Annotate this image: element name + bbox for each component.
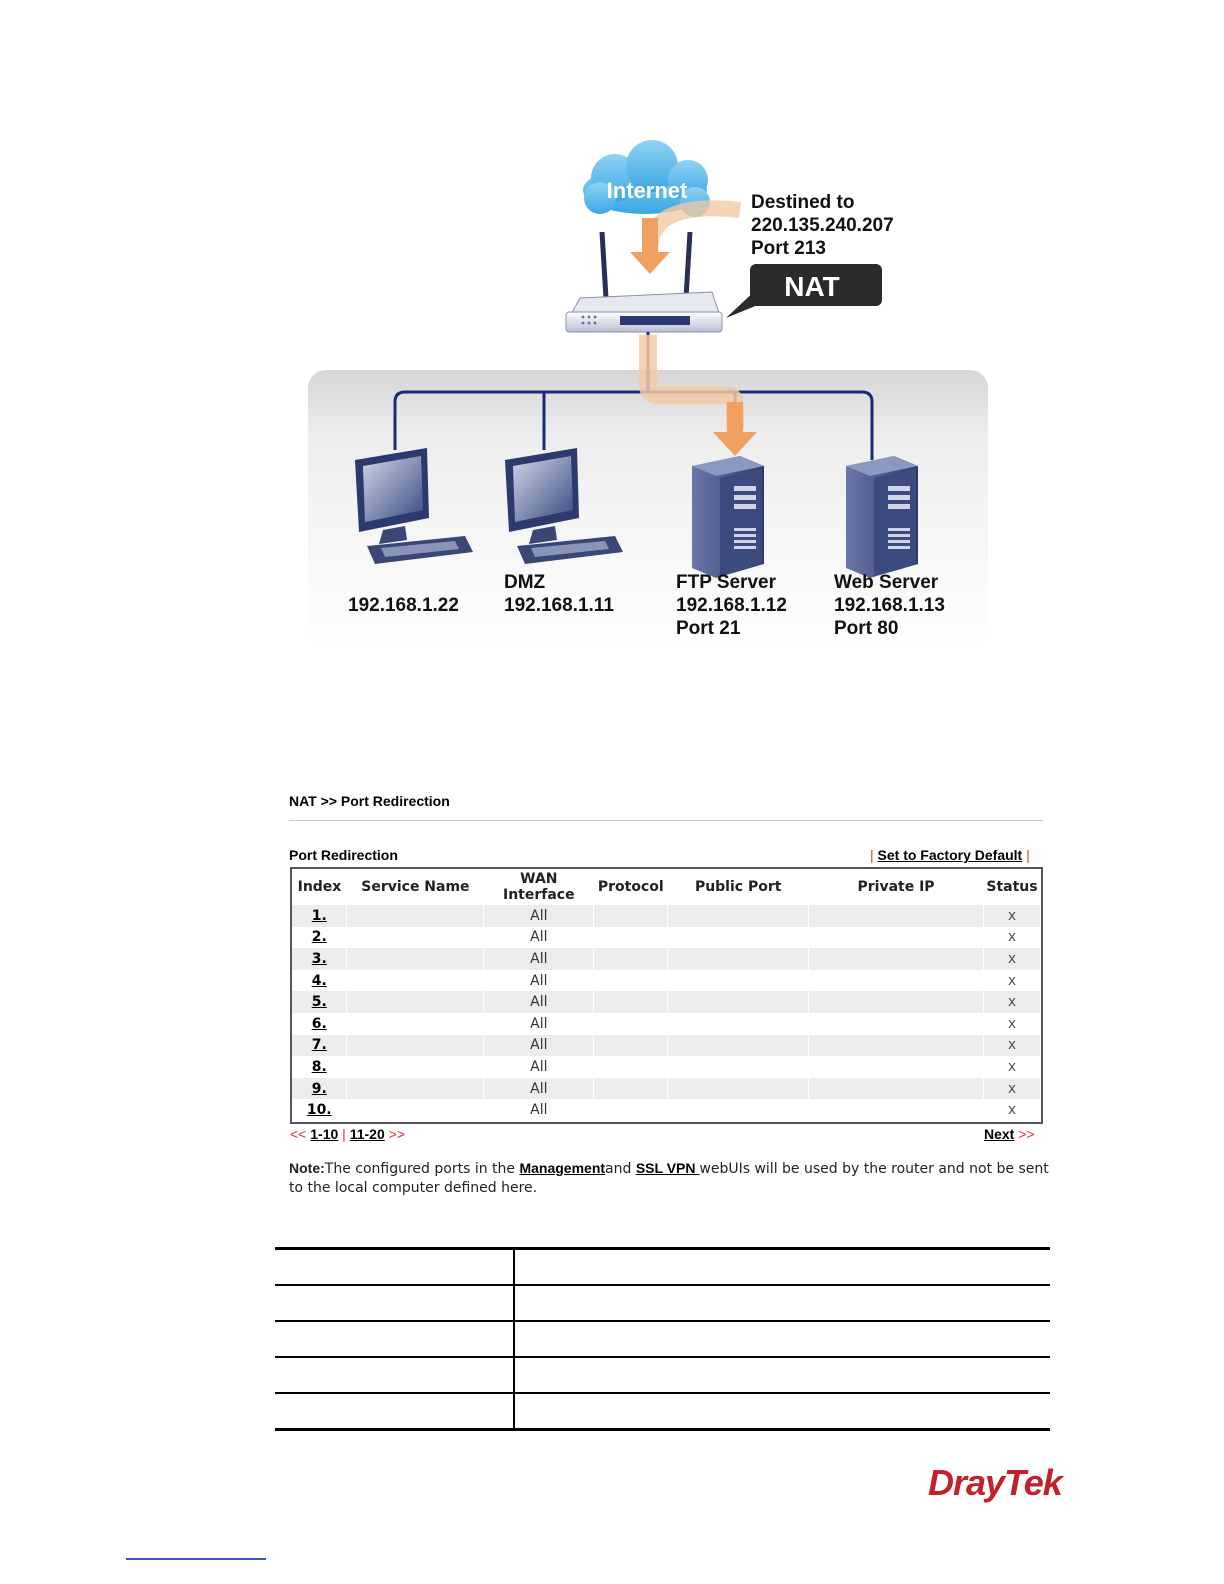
row-status: x bbox=[983, 948, 1040, 970]
header-index: Index bbox=[297, 879, 342, 895]
row-wan: All bbox=[484, 1013, 594, 1035]
table-row bbox=[292, 905, 1041, 927]
row-wan: All bbox=[484, 948, 594, 970]
callout-text: Destined to 220.135.240.207 Port 213 bbox=[751, 192, 894, 259]
breadcrumb-divider bbox=[289, 820, 1043, 821]
next-arrow-left: >> bbox=[388, 1126, 405, 1142]
row-wan: All bbox=[484, 1078, 594, 1100]
server-icon-1 bbox=[692, 456, 764, 578]
note-part: The configured ports in the bbox=[324, 1161, 520, 1177]
row-status: x bbox=[983, 1078, 1040, 1100]
ssl-vpn-link[interactable]: SSL VPN bbox=[635, 1160, 700, 1176]
table-row bbox=[292, 970, 1041, 992]
note-part: and bbox=[605, 1161, 636, 1177]
description-row bbox=[275, 1285, 1050, 1321]
row-index-link[interactable]: 10. bbox=[306, 1102, 332, 1119]
prev-arrow: << bbox=[290, 1126, 307, 1142]
header-status: Status bbox=[986, 879, 1038, 895]
server-icon-2 bbox=[846, 456, 918, 578]
panel-title: Port Redirection bbox=[289, 847, 398, 863]
internet-label: Internet bbox=[606, 178, 688, 203]
row-status: x bbox=[983, 1013, 1040, 1035]
table-header-row bbox=[292, 869, 1041, 905]
host-label-dmz: DMZ 192.168.1.11 bbox=[504, 572, 614, 616]
description-row bbox=[275, 1393, 1050, 1430]
row-wan: All bbox=[484, 970, 594, 992]
breadcrumb: NAT >> Port Redirection bbox=[289, 793, 450, 809]
host-label-pc: 192.168.1.22 bbox=[348, 595, 459, 616]
row-index-link[interactable]: 4. bbox=[311, 972, 327, 989]
table-row bbox=[292, 1099, 1041, 1121]
table-row bbox=[292, 1078, 1041, 1100]
page-separator: | bbox=[342, 1126, 346, 1142]
page-1-10-link[interactable]: 1-10 bbox=[310, 1126, 339, 1142]
row-status: x bbox=[983, 1056, 1040, 1078]
header-wan-interface: WAN Interface bbox=[503, 871, 575, 903]
row-wan: All bbox=[484, 1099, 594, 1121]
next-arrow-icon: >> bbox=[1018, 1126, 1035, 1142]
row-index-link[interactable]: 5. bbox=[311, 994, 327, 1011]
management-link[interactable]: Management bbox=[519, 1160, 606, 1176]
nat-label: NAT bbox=[784, 271, 840, 302]
footer-link-line bbox=[126, 1558, 266, 1560]
row-status: x bbox=[983, 927, 1040, 949]
row-status: x bbox=[983, 1099, 1040, 1121]
description-row bbox=[275, 1249, 1050, 1286]
row-index-link[interactable]: 3. bbox=[311, 950, 327, 967]
row-status: x bbox=[983, 991, 1040, 1013]
row-index-link[interactable]: 6. bbox=[311, 1015, 327, 1032]
table-row bbox=[292, 991, 1041, 1013]
header-private-ip: Private IP bbox=[857, 879, 935, 895]
separator-icon: | bbox=[1026, 847, 1030, 863]
set-factory-default-link[interactable]: Set to Factory Default bbox=[877, 847, 1023, 863]
incoming-path bbox=[650, 208, 740, 250]
note-text bbox=[289, 1159, 1049, 1198]
separator-icon: | bbox=[870, 847, 874, 863]
port-redirection-table bbox=[290, 867, 1043, 1124]
row-wan: All bbox=[484, 905, 594, 927]
host-label-web: Web Server 192.168.1.13 Port 80 bbox=[834, 572, 945, 639]
row-status: x bbox=[983, 905, 1040, 927]
factory-default-area bbox=[870, 847, 1030, 863]
table-row bbox=[292, 1013, 1041, 1035]
pagination bbox=[290, 1126, 405, 1142]
header-public-port: Public Port bbox=[694, 879, 782, 895]
header-protocol: Protocol bbox=[597, 879, 664, 895]
description-row bbox=[275, 1357, 1050, 1393]
row-status: x bbox=[983, 970, 1040, 992]
draytek-logo: DrayTek bbox=[928, 1462, 1062, 1503]
row-wan: All bbox=[484, 1056, 594, 1078]
row-wan: All bbox=[484, 927, 594, 949]
page-11-20-link[interactable]: 11-20 bbox=[349, 1126, 385, 1142]
pagination-next bbox=[984, 1126, 1035, 1142]
table-row bbox=[292, 948, 1041, 970]
row-index-link[interactable]: 9. bbox=[311, 1080, 327, 1097]
next-page-link[interactable]: Next bbox=[984, 1126, 1015, 1142]
row-index-link[interactable]: 8. bbox=[311, 1058, 327, 1075]
row-index-link[interactable]: 7. bbox=[311, 1037, 327, 1054]
row-status: x bbox=[983, 1035, 1040, 1057]
row-index-link[interactable]: 2. bbox=[311, 929, 327, 946]
table-row bbox=[292, 927, 1041, 949]
header-service-name: Service Name bbox=[361, 879, 470, 895]
host-label-ftp: FTP Server 192.168.1.12 Port 21 bbox=[676, 572, 787, 639]
note-label: Note: bbox=[289, 1160, 325, 1176]
note-part: webUIs will be used by the router and not be sent to the local computer defined here. bbox=[289, 1161, 1049, 1196]
row-index-link[interactable]: 1. bbox=[311, 907, 327, 924]
table-row bbox=[292, 1056, 1041, 1078]
nat-diagram bbox=[300, 140, 1000, 655]
table-row bbox=[292, 1035, 1041, 1057]
description-table bbox=[275, 1247, 1050, 1431]
row-wan: All bbox=[484, 991, 594, 1013]
row-wan: All bbox=[484, 1035, 594, 1057]
description-row bbox=[275, 1321, 1050, 1357]
